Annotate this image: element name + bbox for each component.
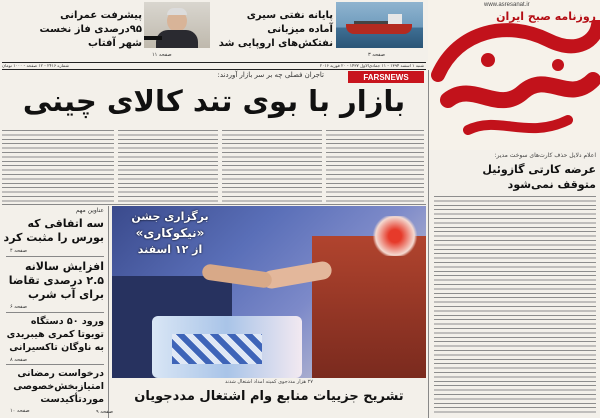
left-item-2-line-3[interactable]: برای آب شرب: [27, 288, 104, 301]
left-item-3-line-1[interactable]: ورود ۵۰ دستگاه: [30, 316, 104, 327]
lead-body-col-2: [222, 130, 322, 202]
left-item-4-line-3[interactable]: موردتأکیدست: [40, 394, 104, 405]
lead-kicker: تاجران فصلی چه بر سر بازار آوردند:: [217, 71, 324, 79]
left-item-4-line-1[interactable]: درخواست رمضانی: [17, 368, 104, 379]
sidebar-body: [434, 196, 596, 414]
left-column-heading: عناوین مهم: [75, 207, 104, 214]
left-item-4-line-2[interactable]: امتیازبخش‌خصوصی: [13, 381, 104, 392]
photo-caption: ۲۷ هزار مددجوی کمیته امداد اشتغال شدند: [225, 379, 313, 385]
official-photo: [144, 2, 210, 48]
left-item-2-rule: [6, 312, 104, 313]
left-column-divider: [108, 206, 109, 418]
teaser-oil-line-3: نفتکش‌های اروپایی شد: [218, 38, 333, 49]
masthead-url: www.asresanat.ir: [484, 2, 530, 8]
left-item-3-line-3[interactable]: به ناوگان تاکسیرانی: [9, 342, 104, 353]
left-item-1-line-2[interactable]: بورس را مثبت کرد: [3, 231, 104, 244]
photo-page-ref: صفحه ۹: [96, 409, 113, 415]
left-item-2-line-1[interactable]: افزایش سالانه: [24, 260, 104, 273]
sidebar-headline-line-1[interactable]: عرضه کارتی گازوئیل: [482, 163, 596, 176]
issue-line: شماره ۲۴۱۶ - ۱۲ صفحه - ۱۰۰۰ تومان: [2, 63, 69, 68]
teaser-oil-line-2: آماده میزبانی: [267, 24, 333, 35]
teaser-sun-page-ref: صفحه ۱۱: [152, 52, 172, 58]
teaser-oil-line-1: پایانه نفتی سیری: [246, 10, 333, 21]
left-column: [2, 206, 106, 418]
lead-body-col-4: [2, 130, 114, 202]
left-item-3-page-ref: صفحه ۸: [10, 357, 27, 363]
left-item-1-rule: [6, 256, 104, 257]
teaser-sun-line-1: پیشرفت عمرانی: [60, 10, 142, 21]
lead-body-col-3: [118, 130, 218, 202]
masthead: [428, 0, 600, 150]
photo-bottom-headline[interactable]: تشریح جزییات منابع وام اشتغال مددجویان: [134, 389, 404, 404]
left-item-2-page-ref: صفحه ۶: [10, 304, 27, 310]
teaser-sun-line-2: ۹۵درصدی فاز نخست: [39, 24, 142, 35]
sidebar-headline-line-2[interactable]: متوقف نمی‌شود: [507, 178, 596, 191]
date-rule: [2, 69, 426, 70]
left-item-3-line-2[interactable]: تویوتا کمری هیبریدی: [6, 329, 104, 340]
fars-news-logo-text: FARSNEWS: [363, 72, 409, 82]
photo-overlay-line-3: از ۱۲ اسفند: [137, 243, 203, 256]
masthead-logo: [428, 20, 600, 150]
teaser-sun-line-3: شهر آفتاب: [88, 38, 142, 49]
sidebar-kicker: اعلام دلایل حذف کارت‌های سوخت مدیر:: [494, 152, 596, 159]
teaser-oil-page-ref: صفحه ۳: [368, 52, 385, 58]
teaser-oil-terminal[interactable]: [218, 2, 423, 60]
lead-bottom-rule: [2, 204, 426, 205]
left-item-3-rule: [6, 364, 104, 365]
lead-headline[interactable]: بازار با بوی تند کالای چینی: [22, 84, 406, 118]
photo-overlay-line-2: «نیکوکاری»: [135, 226, 205, 240]
left-item-1-line-1[interactable]: سه اتفاقی که: [27, 217, 104, 230]
lead-body-col-1: [326, 130, 424, 202]
masthead-tagline: روزنامه صبح ایران: [496, 10, 596, 23]
date-line: شنبه ۱ اسفند ۱۳۹۴ - ۱۱ جمادی‌الاول ۱۴۳۷ - ۲۰ فوریه ۲۰۱۶: [319, 63, 424, 68]
tanker-photo: [336, 2, 423, 48]
left-item-2-line-2[interactable]: ۲.۵ درصدی تقاضا: [8, 274, 104, 287]
sidebar-divider: [428, 70, 429, 418]
left-item-1-page-ref: صفحه ۴: [10, 248, 27, 254]
left-item-4-page-ref: صفحه ۱۰: [10, 408, 30, 414]
photo-overlay-line-1: برگزاری جشن: [131, 210, 209, 223]
fars-news-logo: [348, 71, 424, 83]
teaser-sun-city[interactable]: [2, 2, 214, 60]
